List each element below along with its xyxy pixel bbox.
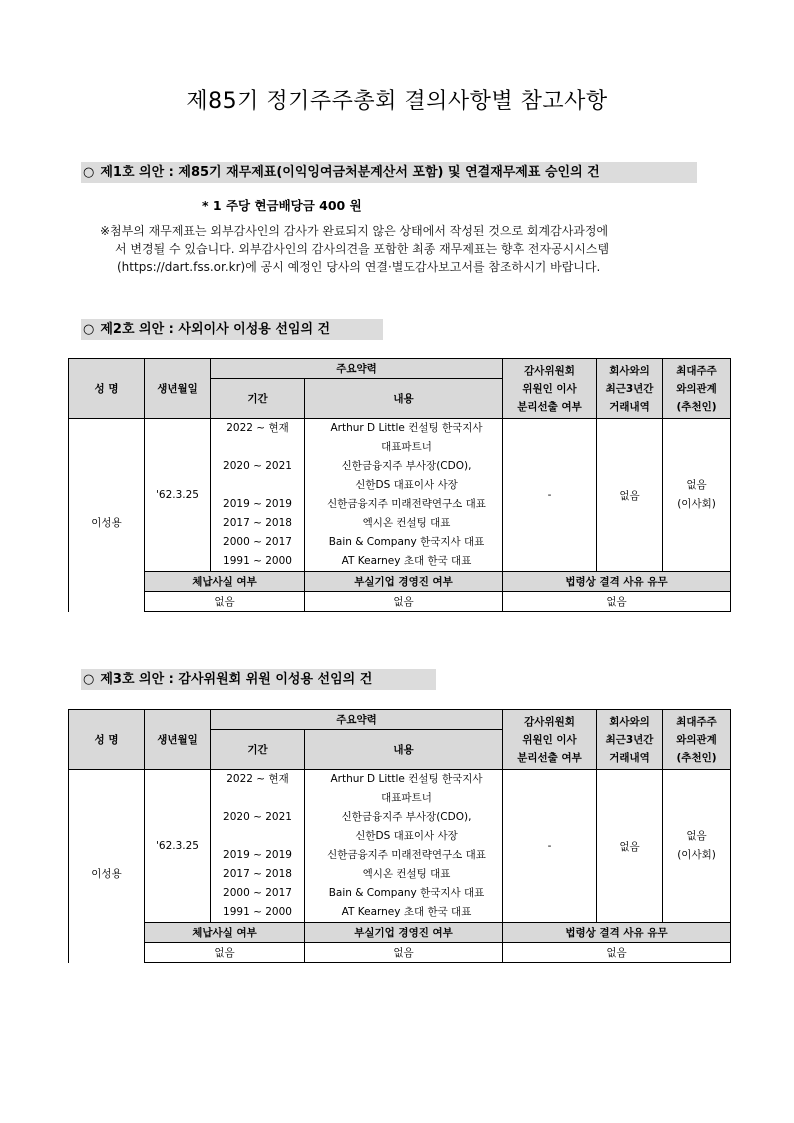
- financial-statement-note: [100, 222, 720, 276]
- header-insolvent: 부실기업 경영진 여부: [305, 572, 503, 592]
- header-delinquency: 체납사실 여부: [145, 572, 305, 592]
- header-birth: 생년월일: [145, 359, 211, 419]
- agenda-3-heading: [81, 669, 436, 690]
- header-relation: 최대주주 와의관계 (추천인): [663, 359, 731, 419]
- header-transactions: 회사와의 최근3년간 거래내역: [597, 359, 663, 419]
- candidate-table-agenda-3: [68, 709, 731, 963]
- insolvent-value: 없음: [305, 943, 503, 963]
- delinquency-value: 없음: [145, 943, 305, 963]
- delinquency-value: 없음: [145, 592, 305, 612]
- candidate-birth: '62.3.25: [145, 770, 211, 923]
- career-contents: Arthur D Little 컨설팅 한국지사 대표파트너 신한금융지주 부사장(CDO), 신한DS 대표이사 사장 신한금융지주 미래전략연구소 대표 엑시온 컨설팅 대표 Bain & Company 한국지사 대표 AT Kearney 초대 한국 대표: [305, 770, 503, 923]
- header-name: 성 명: [69, 359, 145, 419]
- agenda-1-label: 제1호 의안 : 제85기 재무제표(이익잉여금처분계산서 포함) 및 연결재무제표 승인의 건: [100, 165, 600, 180]
- insolvent-value: 없음: [305, 592, 503, 612]
- header-content: 내용: [305, 730, 503, 770]
- candidate-birth: '62.3.25: [145, 419, 211, 572]
- note-line: (https://dart.fss.or.kr)에 공시 예정인 당사의 연결·별도감사보고서를 참조하시기 바랍니다.: [117, 260, 601, 274]
- header-period: 기간: [211, 379, 305, 419]
- relation-value: 없음 (이사회): [663, 770, 731, 923]
- circle-bullet-icon: ○: [83, 672, 95, 687]
- document-title: 제85기 정기주주총회 결의사항별 참고사항: [186, 89, 608, 114]
- disqualification-value: 없음: [503, 592, 731, 612]
- note-line: 서 변경될 수 있습니다. 외부감사인의 감사의견을 포함한 최종 재무제표는 향후 전자공시시스템: [115, 242, 610, 256]
- header-career: 주요약력: [211, 359, 503, 379]
- dividend-per-share: * 1 주당 현금배당금 400 원: [202, 198, 362, 213]
- audit-separation-value: -: [503, 419, 597, 572]
- header-audit-separation: 감사위원회 위원인 이사 분리선출 여부: [503, 710, 597, 770]
- circle-bullet-icon: ○: [83, 165, 95, 180]
- candidate-name: 이성용: [69, 419, 145, 612]
- header-birth: 생년월일: [145, 710, 211, 770]
- header-career: 주요약력: [211, 710, 503, 730]
- agenda-2-label: 제2호 의안 : 사외이사 이성용 선임의 건: [100, 322, 331, 337]
- header-disqualification: 법령상 결격 사유 유무: [503, 572, 731, 592]
- transactions-value: 없음: [597, 770, 663, 923]
- header-transactions: 회사와의 최근3년간 거래내역: [597, 710, 663, 770]
- note-line: ※첨부의 재무제표는 외부감사인의 감사가 완료되지 않은 상태에서 작성된 것으로 회계감사과정에: [100, 224, 609, 238]
- career-periods: 2022 ~ 현재 2020 ~ 2021 2019 ~ 2019 2017 ~ 2018 2000 ~ 2017 1991 ~ 2000: [211, 419, 305, 572]
- header-content: 내용: [305, 379, 503, 419]
- transactions-value: 없음: [597, 419, 663, 572]
- career-contents: Arthur D Little 컨설팅 한국지사 대표파트너 신한금융지주 부사장(CDO), 신한DS 대표이사 사장 신한금융지주 미래전략연구소 대표 엑시온 컨설팅 대표 Bain & Company 한국지사 대표 AT Kearney 초대 한국 대표: [305, 419, 503, 572]
- relation-value: 없음 (이사회): [663, 419, 731, 572]
- agenda-1-heading: [81, 162, 697, 183]
- candidate-table-agenda-2: [68, 358, 731, 612]
- header-insolvent: 부실기업 경영진 여부: [305, 923, 503, 943]
- header-period: 기간: [211, 730, 305, 770]
- header-name: 성 명: [69, 710, 145, 770]
- career-periods: 2022 ~ 현재 2020 ~ 2021 2019 ~ 2019 2017 ~ 2018 2000 ~ 2017 1991 ~ 2000: [211, 770, 305, 923]
- header-audit-separation: 감사위원회 위원인 이사 분리선출 여부: [503, 359, 597, 419]
- candidate-name: 이성용: [69, 770, 145, 963]
- circle-bullet-icon: ○: [83, 322, 95, 337]
- header-disqualification: 법령상 결격 사유 유무: [503, 923, 731, 943]
- agenda-3-label: 제3호 의안 : 감사위원회 위원 이성용 선임의 건: [100, 672, 373, 687]
- header-relation: 최대주주 와의관계 (추천인): [663, 710, 731, 770]
- audit-separation-value: -: [503, 770, 597, 923]
- disqualification-value: 없음: [503, 943, 731, 963]
- header-delinquency: 체납사실 여부: [145, 923, 305, 943]
- agenda-2-heading: [81, 319, 383, 340]
